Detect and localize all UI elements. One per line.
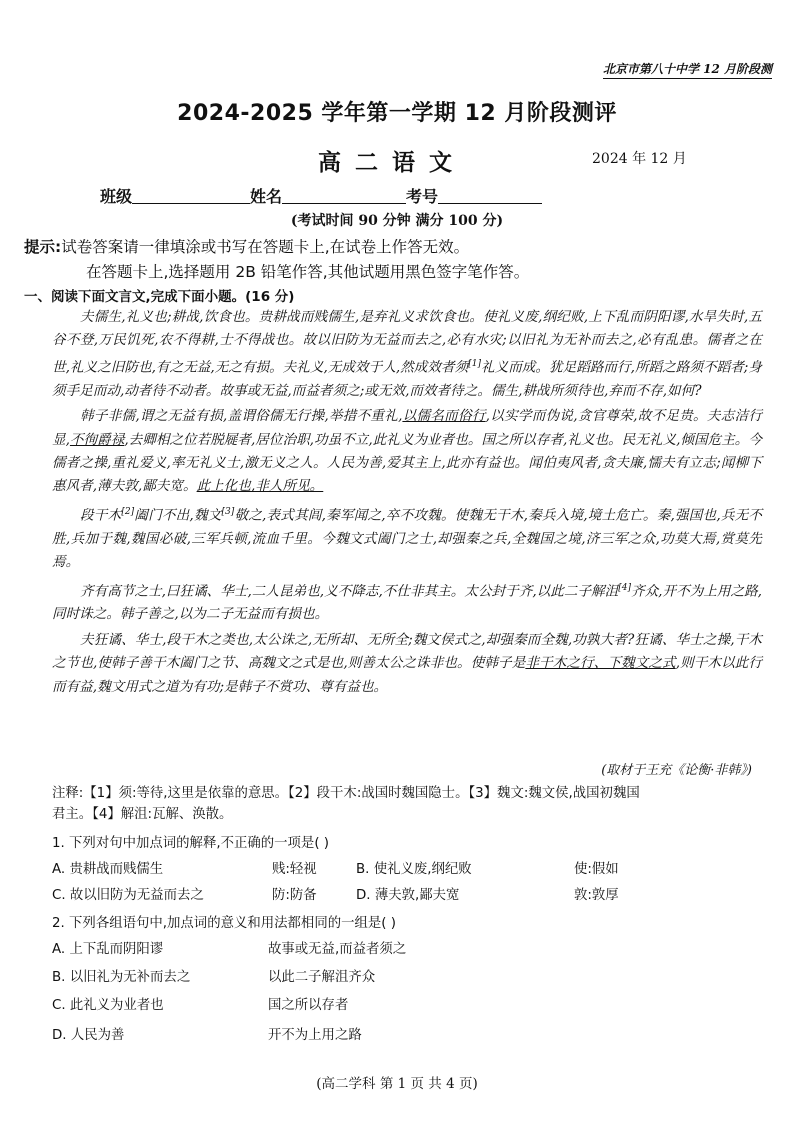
- exam-title: 2024-2025 学年第一学期 12 月阶段测评: [177, 101, 617, 126]
- p5-text-b: ,则干木以此行而有益,魏文用式之道为有功;是韩子不赏功、尊有益也。: [52, 655, 762, 695]
- p2-text-b: ,以实学而伪说,贪官尊荣,故不足贵。夫志洁行显,: [52, 408, 762, 448]
- passage-paragraph-1: [52, 306, 762, 403]
- subject-title: 高二语文: [318, 150, 466, 176]
- note-ref-3: [3]: [221, 506, 235, 517]
- q2-option-a-pair: 故事或无益,而益者须之: [268, 942, 407, 957]
- school-header: 北京市第八十中学 12 月阶段测: [603, 60, 772, 79]
- id-blank: [438, 202, 542, 204]
- passage-paragraph-4: [52, 577, 762, 627]
- passage-paragraph-3: [52, 501, 762, 575]
- p2-text-a: 韩子非儒,谓之无益有损,盖谓俗儒无行操,举措不重礼,: [80, 408, 403, 425]
- p5-text-a: 夫狂谲、华士,段干木之类也,太公诛之,无所却、无所全;魏文侯式之,却强秦而全魏,功孰大者?狂谲、华士之操,干木之节也,使韩子善干木阖门之节、高魏文之式是也,则善太公之诛非也。使韩子是: [52, 631, 762, 672]
- q1-option-d-def: 敦:敦厚: [574, 888, 619, 903]
- tip-line-2: 在答题卡上,选择题用 2B 铅笔作答,其他试题用黑色签字笔作答。: [86, 263, 530, 281]
- q1-option-d: D. 薄夫敦,鄙夫宽: [356, 888, 460, 903]
- note-ref-1: [1]: [468, 358, 481, 369]
- p2-text-c: ,去卿相之位若脱屣者,居位治职,功虽不立,此礼义为业者也。国之所以存者,礼义也。民无礼义,倾国危主。今儒者之操,重礼爱义,率无礼义士,激无义之人。人民为善,爱其主上,此亦有益也。闻伯夷风者,贪夫廉,懦夫有立志;闻柳下惠风者,薄夫敦,鄙夫宽。: [52, 431, 762, 495]
- p3-text-b: 阖门不出,魏文: [134, 507, 222, 524]
- q2-option-d: D. 人民为善: [52, 1028, 125, 1043]
- question-2-stem: 2. 下列各组语句中,加点词的意义和用法都相同的一组是( ): [52, 916, 396, 931]
- tip-line-1: [24, 235, 469, 257]
- id-label: 考号: [406, 187, 439, 206]
- note-ref-4: [4]: [618, 582, 631, 593]
- name-label: 姓名: [250, 187, 283, 206]
- p4-text-a: 齐有高节之士,曰狂谲、华士,二人昆弟也,义不降志,不仕非其主。太公封于齐,以此二子解沮: [80, 583, 619, 600]
- exam-date: 2024 年 12 月: [592, 151, 687, 167]
- tip-label: 提示:: [24, 238, 62, 256]
- class-label: 班级: [100, 187, 133, 206]
- p4-text-b: 齐众,开不为上用之路,同时诛之。韩子善之,以为二子无益而有损也。: [52, 583, 762, 623]
- q1-option-a: A. 贵耕战而贱儒生: [52, 862, 164, 877]
- notes-line-1: 注释:【1】须:等待,这里是依靠的意思。【2】段干木:战国时魏国隐士。【3】魏文:魏文侯,战国初魏国: [52, 786, 640, 801]
- exam-info: (考试时间 90 分钟 满分 100 分): [290, 213, 504, 229]
- p3-text-c: 敬之,表式其闾,秦军闻之,卒不攻魏。使魏无干木,秦兵入境,境土危亡。秦,强国也,兵无不胜,兵加于魏,魏国必破,三军兵顿,流血千里。今魏文式阖门之士,却强秦之兵,全魏国之境,济三军之众,功莫大焉,赏莫先焉。: [52, 507, 763, 571]
- tip-text-1: 试卷答案请一律填涂或书写在答题卡上,在试卷上作答无效。: [61, 238, 470, 256]
- underlined-phrase-4: 非干木之行、下魏文之式: [525, 655, 676, 672]
- q2-option-c: C. 此礼义为业者也: [52, 998, 164, 1013]
- passage-source: (取材于王充《论衡·非韩》): [601, 763, 752, 778]
- q2-option-a: A. 上下乱而阴阳谬: [52, 942, 164, 957]
- q2-option-b: B. 以旧礼为无补而去之: [52, 970, 191, 985]
- underlined-phrase-3: 此上化也,非人所见。: [196, 478, 324, 495]
- q2-option-c-pair: 国之所以存者: [268, 998, 349, 1013]
- page-footer: (高二学科 第 1 页 共 4 页): [316, 1076, 478, 1092]
- question-1-stem: 1. 下列对句中加点词的解释,不正确的一项是( ): [52, 836, 330, 851]
- q1-option-c-def: 防:防备: [272, 888, 317, 903]
- p1-text-b: 礼义而成。犹足蹈路而行,所蹈之路须不蹈者;身须手足而动,动者待不动者。故事或无益,而益者须之;或无效,而效者待之。儒生,耕战所须待也,弃而不存,如何?: [52, 359, 762, 399]
- q1-option-c: C. 故以旧防为无益而去之: [52, 888, 204, 903]
- class-blank: [132, 202, 250, 204]
- note-ref-2: [2]: [121, 506, 135, 517]
- p3-text-a: 段干木: [80, 507, 122, 524]
- name-blank: [282, 202, 406, 204]
- annotations: [52, 783, 762, 825]
- q1-option-b: B. 使礼义废,纲纪败: [356, 862, 472, 877]
- notes-line-2: 君主。【4】解沮:瓦解、涣散。: [52, 807, 233, 822]
- q1-option-a-def: 贱:轻视: [272, 862, 317, 877]
- underlined-phrase-2: 不徇爵禄: [69, 431, 125, 448]
- section-heading: 一、阅读下面文言文,完成下面小题。(16 分): [24, 289, 295, 305]
- underlined-phrase-1: 以儒名而俗行: [402, 408, 486, 425]
- q2-option-b-pair: 以此二子解沮齐众: [268, 970, 376, 985]
- passage-paragraph-5: [52, 629, 762, 699]
- student-fields: [100, 184, 542, 207]
- q2-option-d-pair: 开不为上用之路: [268, 1028, 362, 1043]
- passage-paragraph-2: [52, 405, 762, 499]
- q1-option-b-def: 使:假如: [574, 862, 619, 877]
- classical-passage: [52, 306, 762, 701]
- p1-text: 夫儒生,礼义也;耕战,饮食也。贵耕战而贱儒生,是弃礼义求饮食也。使礼义废,纲纪败,上下乱而阴阳谬,水旱失时,五谷不登,万民饥死,农不得耕,士不得战也。故以旧防为无益而去之,必有水灾;以旧礼为无补而去之,必有乱患。儒者之在世,礼义之旧防也,有之无益,无之有损。夫礼义,无成效于人,然成效者须: [52, 309, 762, 376]
